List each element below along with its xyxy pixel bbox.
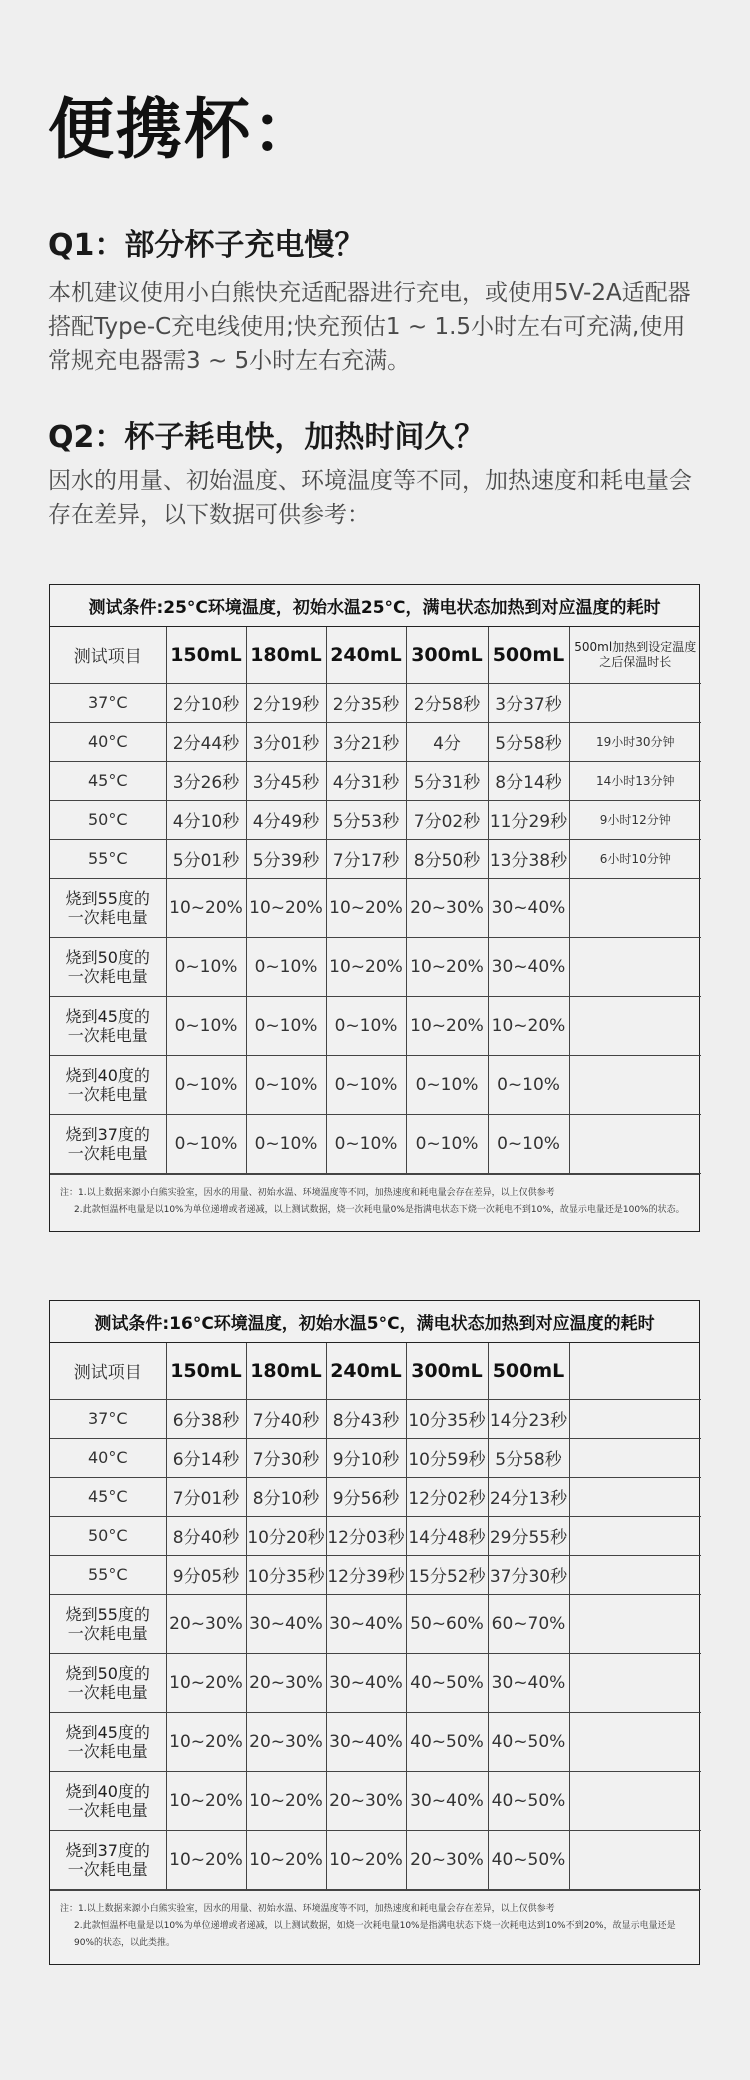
heat-time-cell: 24分13秒 [488,1477,569,1516]
row-label-line: 一次耗电量 [67,1741,148,1761]
empty-cell [569,1114,701,1173]
power-cell: 10~20% [246,1771,326,1830]
power-cell: 10~20% [166,878,246,937]
power-cell: 30~40% [488,937,569,996]
empty-cell [569,878,701,937]
heat-time-cell: 12分02秒 [406,1477,488,1516]
empty-cell [569,937,701,996]
row-label-power [50,878,166,937]
table-row [50,839,701,878]
heat-time-cell: 37分30秒 [488,1555,569,1594]
power-cell: 10~20% [406,996,488,1055]
heat-time-cell: 2分44秒 [166,722,246,761]
power-cell: 30~40% [326,1594,406,1653]
heat-time-cell: 5分58秒 [488,722,569,761]
row-label-power [50,1114,166,1173]
power-cell: 0~10% [326,996,406,1055]
page-title: 便携杯： [48,91,320,168]
power-cell: 20~30% [246,1653,326,1712]
heat-time-cell: 4分 [406,722,488,761]
power-cell: 20~30% [326,1771,406,1830]
table-footnote [50,1890,699,1964]
power-cell: 20~30% [246,1712,326,1771]
heat-time-cell: 2分58秒 [406,683,488,722]
heat-time-cell: 13分38秒 [488,839,569,878]
hold-duration-cell [569,1477,701,1516]
table-row [50,1594,701,1653]
power-cell: 60~70% [488,1594,569,1653]
table-row [50,996,701,1055]
table-row [50,1055,701,1114]
row-label-temperature: 40°C [50,722,166,761]
power-cell: 50~60% [406,1594,488,1653]
table-row [50,1399,701,1438]
power-cell: 0~10% [166,996,246,1055]
table-row [50,761,701,800]
heat-time-cell: 3分37秒 [488,683,569,722]
power-cell: 0~10% [246,1114,326,1173]
power-cell: 30~40% [326,1653,406,1712]
power-cell: 0~10% [166,1114,246,1173]
power-cell: 30~40% [488,878,569,937]
hold-duration-cell [569,1438,701,1477]
table-row [50,722,701,761]
power-cell: 0~10% [326,1055,406,1114]
row-label-temperature: 37°C [50,683,166,722]
power-cell: 10~20% [166,1653,246,1712]
heat-time-cell: 5分58秒 [488,1438,569,1477]
table-row [50,937,701,996]
power-cell: 20~30% [166,1594,246,1653]
power-cell: 0~10% [406,1055,488,1114]
hold-duration-cell [569,1516,701,1555]
empty-cell [569,1712,701,1771]
power-cell: 20~30% [406,878,488,937]
heat-time-cell: 3分45秒 [246,761,326,800]
power-cell: 30~40% [406,1771,488,1830]
heat-time-cell: 14分23秒 [488,1399,569,1438]
heat-time-cell: 6分14秒 [166,1438,246,1477]
row-label-line: 一次耗电量 [67,1682,148,1702]
q1-title: Q1：部分杯子充电慢？ [48,228,365,263]
data-table [50,1343,701,1890]
heat-time-cell: 7分40秒 [246,1399,326,1438]
heat-time-cell: 7分17秒 [326,839,406,878]
table-row [50,800,701,839]
heat-time-cell: 8分43秒 [326,1399,406,1438]
row-label-line: 烧到40度的 [65,1781,150,1801]
heat-time-cell: 3分26秒 [166,761,246,800]
power-cell: 40~50% [488,1830,569,1889]
row-label-temperature: 50°C [50,1516,166,1555]
header-test-item: 测试项目 [50,627,166,683]
row-label-power [50,1594,166,1653]
heat-time-cell: 6分38秒 [166,1399,246,1438]
power-cell: 10~20% [326,878,406,937]
empty-cell [569,1594,701,1653]
heat-time-cell: 9分56秒 [326,1477,406,1516]
header-volume: 180mL [246,1343,326,1399]
table-footnote [50,1174,699,1231]
heat-time-cell: 4分31秒 [326,761,406,800]
table-row [50,1516,701,1555]
power-cell: 0~10% [488,1055,569,1114]
row-label-power [50,996,166,1055]
header-volume: 240mL [326,627,406,683]
power-cell: 0~10% [406,1114,488,1173]
row-label-temperature: 50°C [50,800,166,839]
power-cell: 10~20% [246,878,326,937]
table-row [50,1830,701,1889]
empty-cell [569,1055,701,1114]
row-label-line: 烧到55度的 [65,888,150,908]
empty-cell [569,1830,701,1889]
footnote-line: 2.此款恒温杯电量是以10%为单位递增或者递减，以上测试数据，如烧一次耗电量10%是指满电状态下烧一次耗电达到10%不到20%，故显示电量还是90%的状态，以此类推。 [74,1920,676,1948]
power-cell: 0~10% [488,1114,569,1173]
test-table-16c [49,1300,700,1965]
header-volume: 150mL [166,1343,246,1399]
heat-time-cell: 2分19秒 [246,683,326,722]
heat-time-cell: 7分01秒 [166,1477,246,1516]
heat-time-cell: 14分48秒 [406,1516,488,1555]
hold-duration-cell: 19小时30分钟 [569,722,701,761]
row-label-line: 烧到45度的 [65,1722,150,1742]
row-label-power [50,1055,166,1114]
q2-title: Q2：杯子耗电快，加热时间久？ [48,420,485,455]
power-cell: 0~10% [246,1055,326,1114]
heat-time-cell: 5分53秒 [326,800,406,839]
power-cell: 30~40% [326,1712,406,1771]
hold-duration-cell: 6小时10分钟 [569,839,701,878]
heat-time-cell: 5分39秒 [246,839,326,878]
header-volume: 150mL [166,627,246,683]
power-cell: 10~20% [166,1712,246,1771]
header-volume: 300mL [406,627,488,683]
header-row [50,1343,701,1399]
row-label-temperature: 55°C [50,1555,166,1594]
row-label-line: 一次耗电量 [67,1623,148,1643]
row-label-line: 一次耗电量 [67,1859,148,1879]
heat-time-cell: 29分55秒 [488,1516,569,1555]
power-cell: 20~30% [406,1830,488,1889]
heat-time-cell: 8分10秒 [246,1477,326,1516]
heat-time-cell: 4分10秒 [166,800,246,839]
row-label-power [50,1771,166,1830]
hold-duration-cell [569,683,701,722]
empty-cell [569,1653,701,1712]
row-label-line: 烧到50度的 [65,1663,150,1683]
heat-time-cell: 4分49秒 [246,800,326,839]
heat-time-cell: 9分05秒 [166,1555,246,1594]
power-cell: 30~40% [488,1653,569,1712]
heat-time-cell: 7分30秒 [246,1438,326,1477]
heat-time-cell: 8分14秒 [488,761,569,800]
power-cell: 30~40% [246,1594,326,1653]
heat-time-cell: 2分10秒 [166,683,246,722]
hold-duration-cell [569,1555,701,1594]
hold-duration-cell: 14小时13分钟 [569,761,701,800]
power-cell: 10~20% [246,1830,326,1889]
header-row [50,627,701,683]
hold-duration-cell [569,1399,701,1438]
power-cell: 10~20% [166,1771,246,1830]
power-cell: 10~20% [488,996,569,1055]
table-condition: 测试条件:16°C环境温度，初始水温5°C，满电状态加热到对应温度的耗时 [50,1301,699,1343]
power-cell: 0~10% [166,1055,246,1114]
row-label-temperature: 37°C [50,1399,166,1438]
table-row [50,1438,701,1477]
hold-duration-cell: 9小时12分钟 [569,800,701,839]
header-volume: 500mL [488,1343,569,1399]
header-volume: 240mL [326,1343,406,1399]
power-cell: 10~20% [166,1830,246,1889]
heat-time-cell: 8分50秒 [406,839,488,878]
header-volume: 300mL [406,1343,488,1399]
footnote-line: 注：1.以上数据来源小白熊实验室，因水的用量、初始水温、环境温度等不同，加热速度和耗电量会存在差异，以上仅供参考 [60,1903,555,1914]
power-cell: 40~50% [488,1771,569,1830]
table-row [50,878,701,937]
power-cell: 10~20% [326,1830,406,1889]
heat-time-cell: 3分21秒 [326,722,406,761]
heat-time-cell: 10分35秒 [246,1555,326,1594]
footnote-line: 注：1.以上数据来源小白熊实验室，因水的用量、初始水温、环境温度等不同，加热速度和耗电量会存在差异，以上仅供参考 [60,1187,555,1198]
heat-time-cell: 7分02秒 [406,800,488,839]
row-label-temperature: 40°C [50,1438,166,1477]
table-condition: 测试条件:25°C环境温度，初始水温25°C，满电状态加热到对应温度的耗时 [50,585,699,627]
row-label-line: 一次耗电量 [67,1800,148,1820]
row-label-line: 烧到55度的 [65,1604,150,1624]
row-label-power [50,1653,166,1712]
heat-time-cell: 10分59秒 [406,1438,488,1477]
power-cell: 40~50% [406,1712,488,1771]
header-volume: 180mL [246,627,326,683]
header-test-item: 测试项目 [50,1343,166,1399]
row-label-line: 烧到50度的 [65,947,150,967]
heat-time-cell: 3分01秒 [246,722,326,761]
power-cell: 0~10% [326,1114,406,1173]
row-label-line: 一次耗电量 [67,907,148,927]
row-label-power [50,1830,166,1889]
header-volume: 500mL [488,627,569,683]
power-cell: 0~10% [166,937,246,996]
row-label-temperature: 45°C [50,1477,166,1516]
row-label-temperature: 45°C [50,761,166,800]
row-label-temperature: 55°C [50,839,166,878]
heat-time-cell: 10分20秒 [246,1516,326,1555]
q2-body: 因水的用量、初始温度、环境温度等不同，加热速度和耗电量会存在差异，以下数据可供参考： [48,468,692,528]
empty-cell [569,1771,701,1830]
q1-body: 本机建议使用小白熊快充适配器进行充电，或使用5V-2A适配器搭配Type-C充电线使用;快充预估1 ~ 1.5小时左右可充满,使用常规充电器需3 ~ 5小时左右充满。 [48,280,691,374]
heat-time-cell: 12分03秒 [326,1516,406,1555]
power-cell: 10~20% [406,937,488,996]
heat-time-cell: 15分52秒 [406,1555,488,1594]
table-row [50,1771,701,1830]
row-label-line: 一次耗电量 [67,966,148,986]
row-label-line: 一次耗电量 [67,1025,148,1045]
row-label-line: 一次耗电量 [67,1143,148,1163]
power-cell: 40~50% [406,1653,488,1712]
row-label-power [50,937,166,996]
row-label-line: 烧到40度的 [65,1065,150,1085]
heat-time-cell: 5分31秒 [406,761,488,800]
power-cell: 0~10% [246,996,326,1055]
empty-cell [569,996,701,1055]
table-row [50,683,701,722]
heat-time-cell: 11分29秒 [488,800,569,839]
header-hold-duration [569,1343,701,1399]
heat-time-cell: 12分39秒 [326,1555,406,1594]
table-row [50,1555,701,1594]
heat-time-cell: 10分35秒 [406,1399,488,1438]
test-table-25c [49,584,700,1232]
header-hold-duration: 500ml加热到设定温度之后保温时长 [569,627,701,683]
row-label-line: 烧到37度的 [65,1840,150,1860]
table-row [50,1712,701,1771]
table-row [50,1653,701,1712]
power-cell: 10~20% [326,937,406,996]
heat-time-cell: 5分01秒 [166,839,246,878]
row-label-line: 烧到45度的 [65,1006,150,1026]
data-table [50,627,701,1174]
footnote-line: 2.此款恒温杯电量是以10%为单位递增或者递减，以上测试数据，烧一次耗电量0%是指满电状态下烧一次耗电不到10%，故显示电量还是100%的状态。 [74,1204,685,1215]
power-cell: 0~10% [246,937,326,996]
row-label-power [50,1712,166,1771]
row-label-line: 一次耗电量 [67,1084,148,1104]
table-row [50,1477,701,1516]
row-label-line: 烧到37度的 [65,1124,150,1144]
heat-time-cell: 2分35秒 [326,683,406,722]
table-row [50,1114,701,1173]
heat-time-cell: 8分40秒 [166,1516,246,1555]
heat-time-cell: 9分10秒 [326,1438,406,1477]
power-cell: 40~50% [488,1712,569,1771]
